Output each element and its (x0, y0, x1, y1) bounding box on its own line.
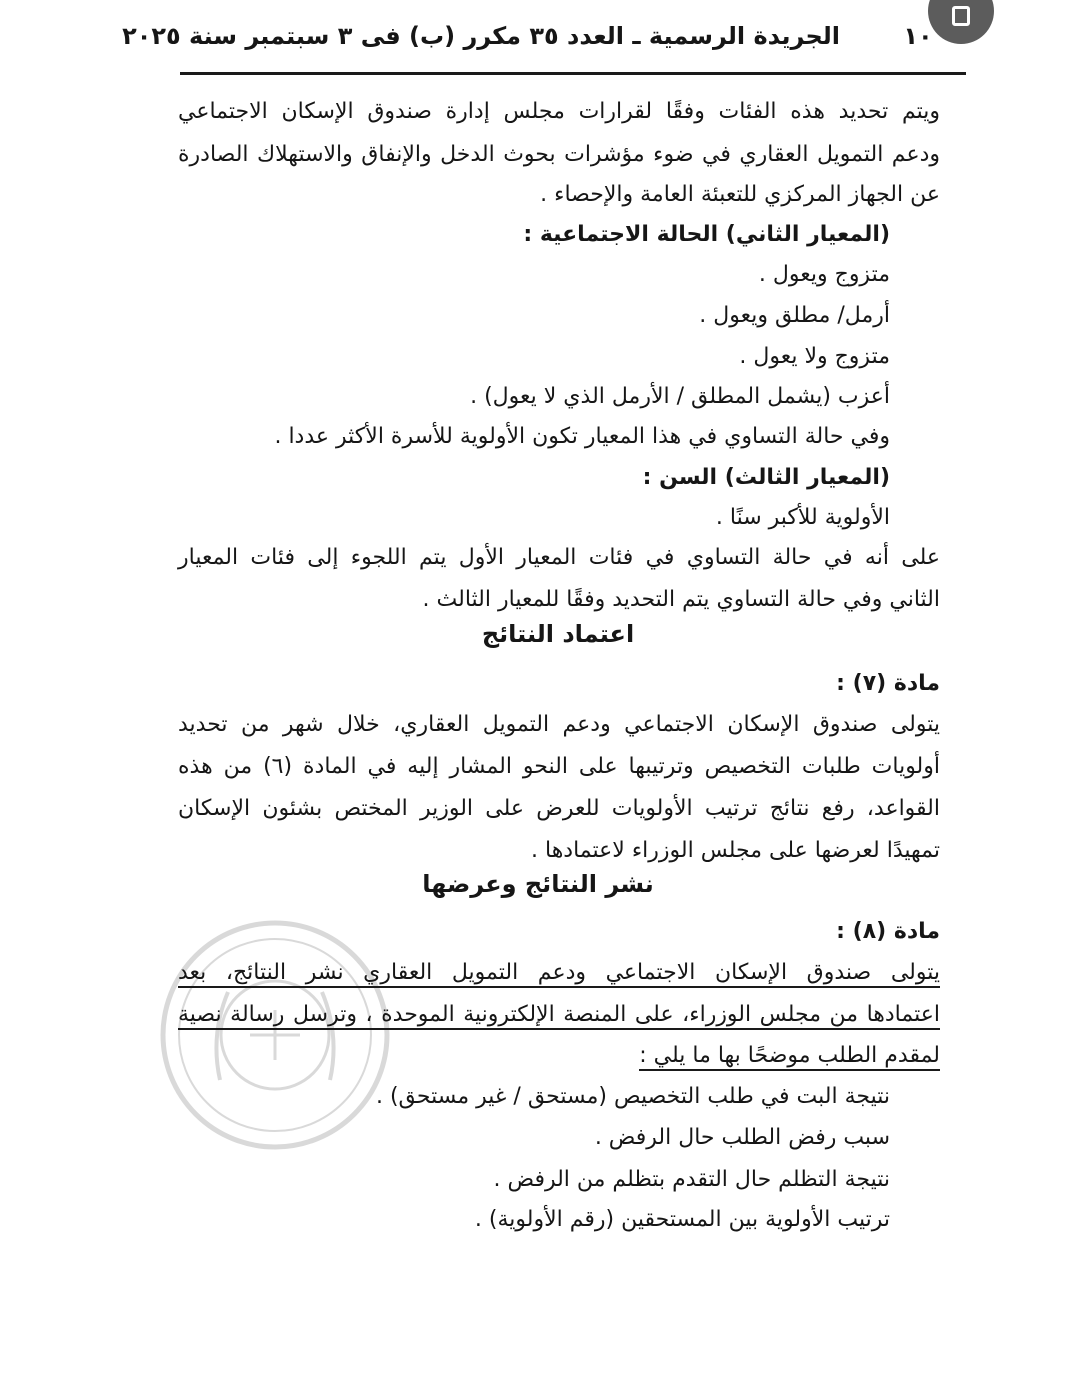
article-8-line-2-text: اعتمادها من مجلس الوزراء، على المنصة الإلكترونية الموحدة ، وترسل رسالة نصية (178, 1002, 940, 1030)
criterion-2-item-1: متزوج ويعول . (758, 262, 890, 287)
page-number: ١٠ (903, 22, 933, 50)
article-7-line-1: يتولى صندوق الإسكان الاجتماعي ودعم التمويل العقاري، خلال شهر من تحديد (178, 712, 940, 737)
intro-line-3: عن الجهاز المركزي للتعبئة العامة والإحصاء . (540, 182, 940, 207)
gazette-header-title: الجريدة الرسمية ـ العدد ٣٥ مكرر (ب) فى ٣ سبتمبر سنة ٢٠٢٥ (122, 22, 840, 50)
criterion-2-tie-rule: وفي حالة التساوي في هذا المعيار تكون الأولوية للأسرة الأكثر عددا . (274, 424, 890, 449)
intro-line-1: ويتم تحديد هذه الفئات وفقًا لقرارات مجلس إدارة صندوق الإسكان الاجتماعي (178, 99, 940, 124)
article-8-line-3-text: لمقدم الطلب موضحًا بها ما يلي : (639, 1043, 940, 1071)
criterion-2-item-2: أرمل/ مطلق ويعول . (699, 303, 890, 328)
tie-rule-line-1: على أنه في حالة التساوي في فئات المعيار الأول يتم اللجوء إلى فئات المعيار (178, 545, 940, 570)
article-8-line-2 (178, 995, 940, 1035)
criterion-3-title: (المعيار الثالث) السن : (642, 465, 890, 490)
article-7-line-2: أولويات طلبات التخصيص وترتيبها على النحو المشار إليه في المادة (٦) من هذه (178, 754, 941, 779)
tie-rule-line-2: الثاني وفي حالة التساوي يتم التحديد وفقًا للمعيار الثالث . (422, 587, 940, 612)
section-heading-publish: نشر النتائج وعرضها (422, 870, 654, 898)
article-7-label: مادة (٧) : (836, 671, 940, 696)
article-8-item-2: سبب رفض الطلب حال الرفض . (594, 1125, 890, 1150)
article-8-line-1 (178, 953, 940, 993)
article-8-line-1-text: يتولى صندوق الإسكان الاجتماعي ودعم التمويل العقاري نشر النتائج، بعد (178, 960, 940, 988)
criterion-2-title: (المعيار الثاني) الحالة الاجتماعية : (523, 222, 890, 247)
criterion-2-item-3: متزوج ولا يعول . (739, 344, 890, 369)
article-8-line-3 (639, 1036, 940, 1076)
article-7-line-4: تمهيدًا لعرضها على مجلس الوزراء لاعتمادها . (531, 838, 940, 863)
article-8-item-3: نتيجة التظلم حال التقدم بتظلم من الرفض . (493, 1167, 890, 1192)
article-8-item-4: ترتيب الأولوية بين المستحقين (رقم الأولوية) . (474, 1207, 890, 1232)
criterion-3-item: الأولوية للأكبر سنًا . (715, 505, 890, 530)
criterion-2-item-4: أعزب (يشمل المطلق / الأرمل الذي لا يعول) . (470, 384, 890, 409)
section-heading-approval: اعتماد النتائج (481, 620, 635, 648)
article-7-line-3: القواعد، رفع نتائج ترتيب الأولويات للعرض على الوزير المختص بشئون الإسكان (178, 796, 940, 821)
document-body (122, 0, 941, 1400)
gallery-icon-glyph (952, 6, 970, 26)
intro-line-2: ودعم التمويل العقاري في ضوء مؤشرات بحوث الدخل والإنفاق والاستهلاك الصادرة (178, 142, 940, 167)
article-8-label: مادة (٨) : (836, 919, 940, 944)
article-8-item-1: نتيجة البت في طلب التخصيص (مستحق / غير مستحق) . (375, 1084, 890, 1109)
